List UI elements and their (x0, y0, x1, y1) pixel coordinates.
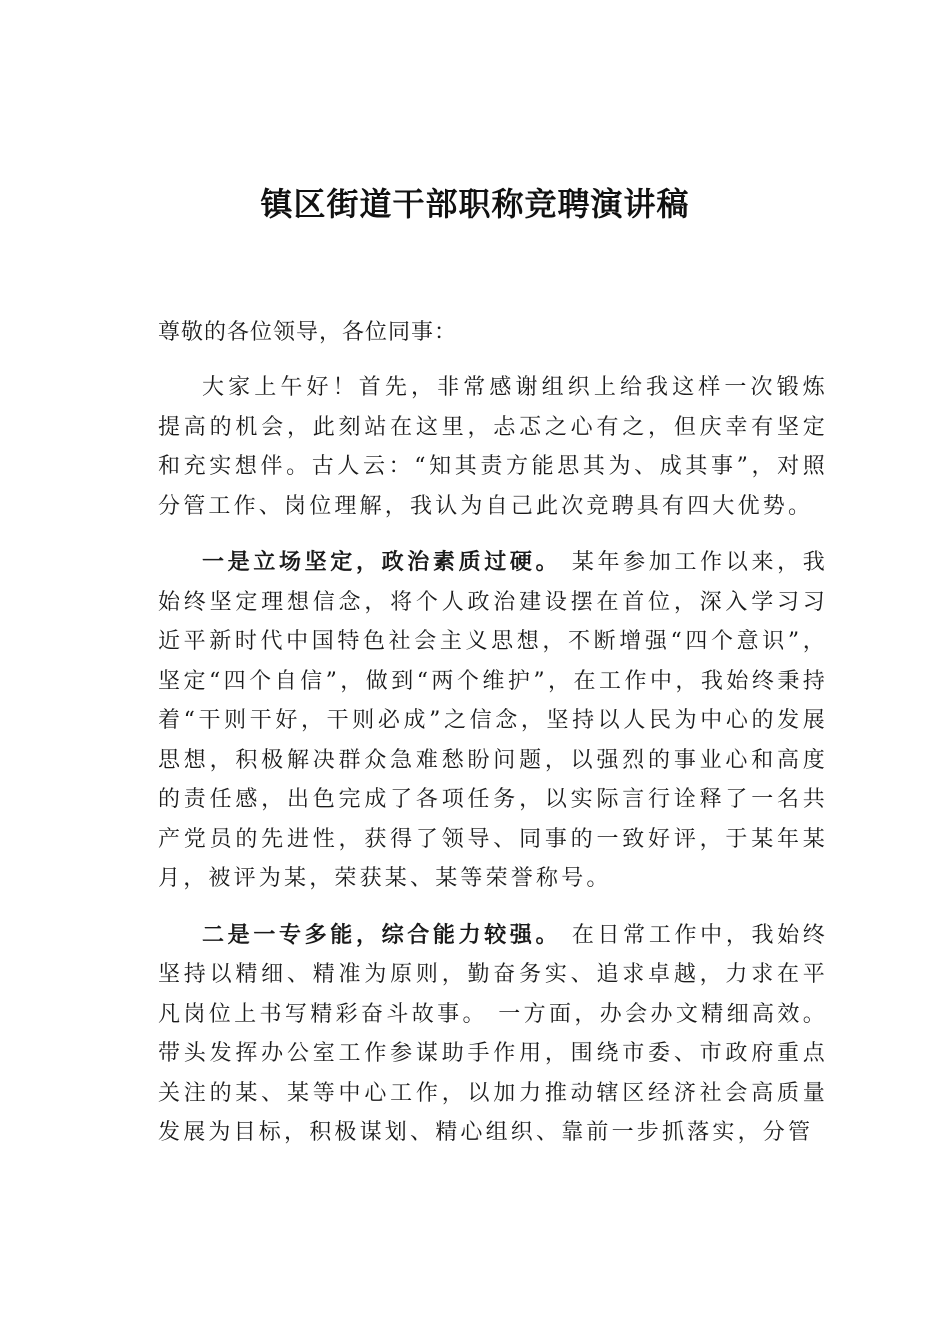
salutation: 尊敬的各位领导，各位同事： (158, 320, 458, 345)
paragraph-text: 大家上午好！首先，非常感谢组织上给我这样一次锻炼提高的机会，此刻站在这里，忐忑之心有之，但庆幸有坚定和充实想伴。古人云：“知其责方能思其为、成其事”，对照分管工作、岗位理解，我认为自己此次竞聘具有四大优势。 (158, 375, 828, 519)
paragraph-text: 某年参加工作以来，我始终坚定理想信念，将个人政治建设摆在首位，深入学习习近平新时代中国特色社会主义思想，不断增强“四个意识”，坚定“四个自信”，做到“两个维护”，在工作中，我始终秉持着“干则干好，干则必成”之信念，坚持以人民为中心的发展思想，积极解决群众急难愁盼问题，以强烈的事业心和高度的责任感，出色完成了各项任务，以实际言行诠释了一名共产党员的先进性，获得了领导、同事的一致好评，于某年某月，被评为某，荣获某、某等荣誉称号。 (158, 550, 828, 891)
paragraph-advantage-2 (158, 916, 828, 1153)
paragraph-lead: 一是立场坚定，政治素质过硬。 (202, 549, 562, 575)
document-title: 镇区街道干部职称竞聘演讲稿 (260, 185, 690, 223)
paragraph-opening (158, 368, 828, 526)
document-body (158, 314, 828, 1170)
paragraph-advantage-1 (158, 543, 828, 899)
paragraph-lead: 二是一专多能，综合能力较强。 (202, 921, 562, 948)
paragraph-text: 在日常工作中，我始终坚持以精细、精准为原则，勤奋务实、追求卓越，力求在平凡岗位上书写精彩奋斗故事。 一方面，办会办文精细高效。带头发挥办公室工作参谋助手作用，围绕市委、市政府重点关注的某、某等中心工作，以加力推动辖区经济社会高质量发展为目标，积极谋划、精心组织、靠前一步抓落实，分管 (158, 922, 828, 1145)
